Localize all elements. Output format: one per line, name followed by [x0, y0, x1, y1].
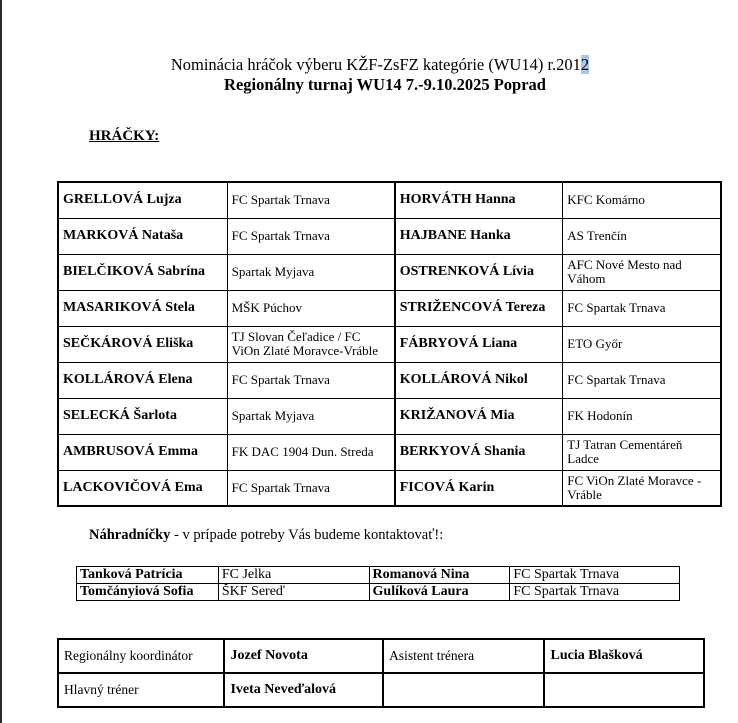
staff-row	[58, 639, 704, 673]
player-name: BIELČIKOVÁ Sabrína	[58, 254, 227, 290]
window-left-edge	[0, 0, 2, 723]
staff-role: Regionálny koordinátor	[58, 639, 224, 673]
player-club: ETO Győr	[563, 326, 721, 362]
substitute-club: FC Spartak Trnava	[510, 567, 680, 584]
player-club: TJ Tatran Cementáreň Ladce	[563, 434, 721, 470]
player-club: KFC Komárno	[563, 182, 721, 218]
player-name: KOLLÁROVÁ Elena	[58, 362, 227, 398]
player-name: FICOVÁ Karin	[395, 470, 563, 506]
staff-role: Asistent trénera	[383, 639, 544, 673]
player-name: AMBRUSOVÁ Emma	[58, 434, 227, 470]
player-club: FC Spartak Trnava	[227, 470, 395, 506]
player-club: Spartak Myjava	[227, 398, 395, 434]
player-name: MASARIKOVÁ Stela	[58, 290, 227, 326]
player-name: STRIŽENCOVÁ Tereza	[395, 290, 563, 326]
player-club: AS Trenčín	[563, 218, 721, 254]
player-row	[58, 326, 721, 362]
substitute-row	[77, 567, 680, 584]
player-club: FC Spartak Trnava	[227, 182, 395, 218]
player-club: Spartak Myjava	[227, 254, 395, 290]
player-name: LACKOVIČOVÁ Ema	[58, 470, 227, 506]
player-name: HORVÁTH Hanna	[395, 182, 563, 218]
title-text: Nominácia hráčok výberu KŽF-ZsFZ kategórie (WU14) r.201	[170, 55, 581, 74]
substitutes-note	[89, 527, 443, 544]
player-club: FC Spartak Trnava	[227, 362, 395, 398]
substitutes-label: Náhradníčky	[89, 527, 171, 543]
player-name: FÁBRYOVÁ Liana	[395, 326, 563, 362]
player-club: AFC Nové Mesto nad Váhom	[563, 254, 721, 290]
player-row	[58, 362, 721, 398]
player-name: MARKOVÁ Nataša	[58, 218, 227, 254]
player-club: FC ViOn Zlaté Moravce - Vráble	[563, 470, 721, 506]
substitute-club: ŠKF Sereď	[218, 584, 369, 601]
substitute-name: Tomčányiová Sofia	[77, 584, 219, 601]
player-name: HAJBANE Hanka	[395, 218, 563, 254]
document-title	[0, 55, 738, 75]
player-row	[58, 290, 721, 326]
player-name: KRIŽANOVÁ Mia	[395, 398, 563, 434]
player-club: TJ Slovan Čeľadice / FC ViOn Zlaté Moravce-Vráble	[227, 326, 395, 362]
players-section-heading: HRÁČKY:	[89, 128, 160, 144]
player-row	[58, 218, 721, 254]
player-name: GRELLOVÁ Lujza	[58, 182, 227, 218]
document-subtitle: Regionálny turnaj WU14 7.-9.10.2025 Poprad	[224, 75, 546, 94]
player-club: FC Spartak Trnava	[563, 362, 721, 398]
player-row	[58, 254, 721, 290]
staff-role: Hlavný tréner	[58, 673, 224, 707]
player-row	[58, 398, 721, 434]
player-club: FK Hodonín	[563, 398, 721, 434]
player-name: KOLLÁROVÁ Nikol	[395, 362, 563, 398]
substitutes-note-text: - v prípade potreby Vás budeme kontaktovať!:	[170, 527, 444, 543]
player-row	[58, 470, 721, 506]
player-name: SELECKÁ Šarlota	[58, 398, 227, 434]
staff-table	[57, 638, 705, 708]
substitute-club: FC Jelka	[218, 567, 369, 584]
selected-text[interactable]: 2	[580, 55, 590, 74]
player-name: SEČKÁROVÁ Eliška	[58, 326, 227, 362]
staff-name: Iveta Neveďalová	[224, 673, 383, 707]
substitute-name: Romanová Nina	[369, 567, 510, 584]
player-club: FC Spartak Trnava	[563, 290, 721, 326]
player-row	[58, 434, 721, 470]
staff-row	[58, 673, 704, 707]
substitute-name: Gulíková Laura	[369, 584, 510, 601]
player-club: MŠK Púchov	[227, 290, 395, 326]
substitutes-table	[76, 566, 680, 601]
player-row	[58, 182, 721, 218]
player-club: FK DAC 1904 Dun. Streda	[227, 434, 395, 470]
staff-name: Lucia Blašková	[544, 639, 704, 673]
staff-name: Jozef Novota	[224, 639, 383, 673]
player-name: OSTRENKOVÁ Lívia	[395, 254, 563, 290]
player-club: FC Spartak Trnava	[227, 218, 395, 254]
player-name: BERKYOVÁ Shania	[395, 434, 563, 470]
substitute-name: Tanková Patrícia	[77, 567, 219, 584]
players-table	[57, 181, 722, 507]
substitute-row	[77, 584, 680, 601]
staff-name	[544, 673, 704, 707]
staff-role	[383, 673, 544, 707]
substitute-club: FC Spartak Trnava	[510, 584, 680, 601]
